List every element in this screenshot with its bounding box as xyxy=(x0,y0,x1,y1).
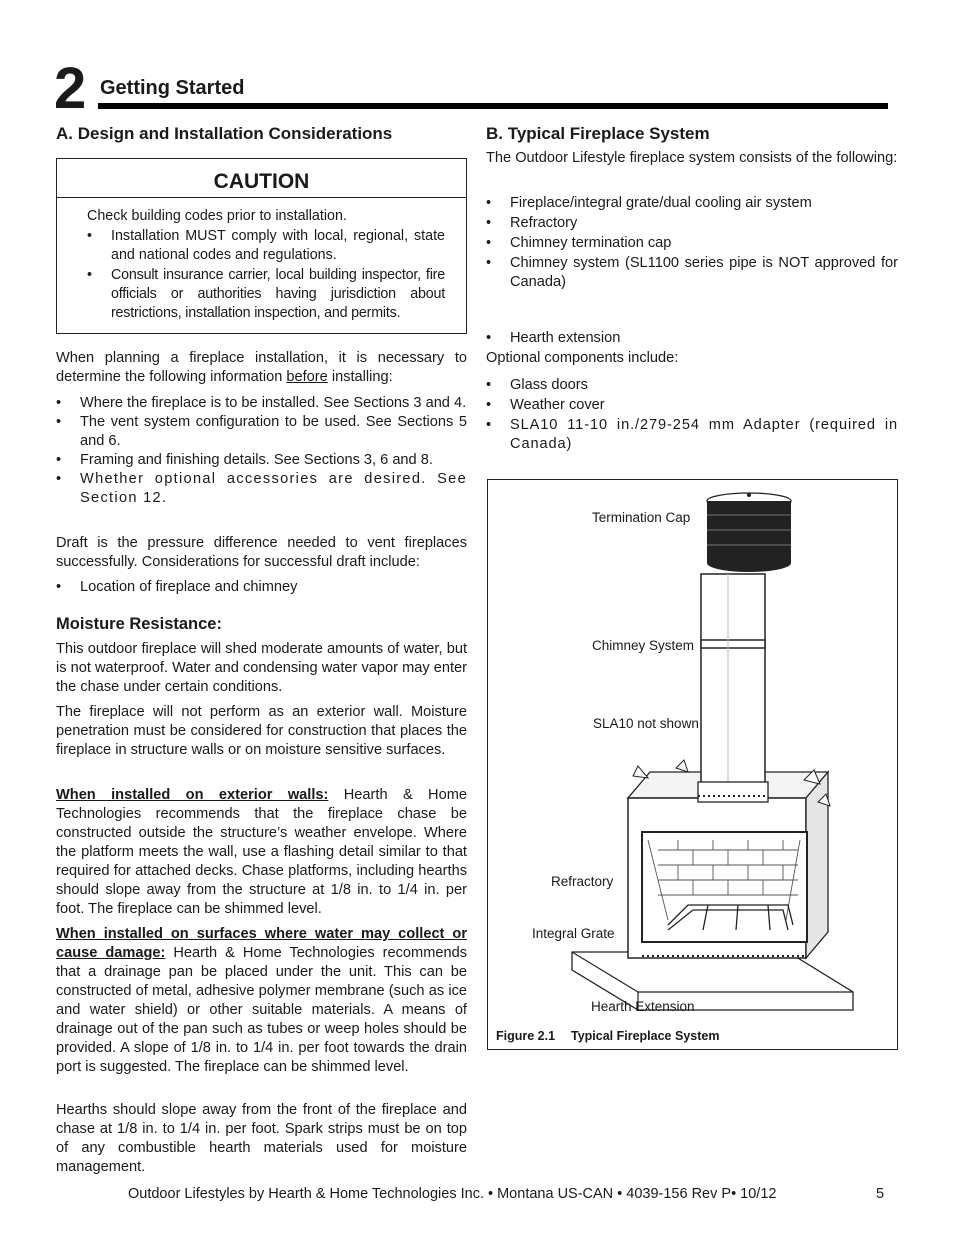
list-item: • Consult insurance carrier, local building inspector, fire officials or authorities having jurisdiction about restrictions, installation inspection, and permits. xyxy=(87,266,445,323)
list-item: • Chimney termination cap xyxy=(486,234,898,253)
draft-paragraph: Draft is the pressure difference needed to vent fireplaces successfully. Considerations for successful draft include: xyxy=(56,535,467,570)
list-item: • Installation MUST comply with local, regional, state and national codes and regulations. xyxy=(87,227,445,265)
list-item: • Framing and finishing details. See Sections 3, 6 and 8. xyxy=(56,451,467,470)
label-chimney-system: Chimney System xyxy=(592,638,695,653)
optional-intro: Optional components include: xyxy=(486,350,679,366)
label-refractory: Refractory xyxy=(551,874,614,889)
section-title: Getting Started xyxy=(100,77,245,99)
hearths-paragraph: Hearths should slope away from the front of the fireplace and chase at 1/8 in. to 1/4 in. per foot. Spark strips must be on top of any combustible hearth materials used for moisture management. xyxy=(56,1102,467,1175)
list-item: • Location of fireplace and chimney xyxy=(56,578,467,597)
caution-box xyxy=(56,158,467,334)
list-item: • Fireplace/integral grate/dual cooling air system xyxy=(486,194,898,213)
figure-caption-number: Figure 2.1 xyxy=(496,1029,556,1043)
figure-caption-title: Typical Fireplace System xyxy=(571,1029,720,1043)
planning-list xyxy=(56,394,467,508)
label-hearth-extension: Hearth Extension xyxy=(591,999,695,1014)
section-rule xyxy=(98,103,888,109)
surfaces-paragraph: When installed on surfaces where water may collect or cause damage: Hearth & Home Technologies recommends that a drainage pan be placed under the unit. This can be constructed of metal, adhesive polymer membrane (such as ice and water shield) or other suitable materials. A means of drainage out of the pan such as tubes or weep holes should be provided. A slope of 1/8 in. to 1/4 in. per foot towards the drain port is suggested. The fireplace can be shimmed level. xyxy=(56,926,467,1075)
label-sla10: SLA10 not shown xyxy=(593,716,699,731)
moisture-paragraph-1: This outdoor fireplace will shed moderate amounts of water, but is not waterproof. Water and condensing water vapor may enter the chase under certain conditions. xyxy=(56,641,467,695)
draft-list xyxy=(56,578,467,597)
figure-box xyxy=(487,479,898,1050)
list-item: • Hearth extension xyxy=(486,329,898,348)
caution-intro: Check building codes prior to installation. xyxy=(87,208,347,224)
list-item: • Weather cover xyxy=(486,396,898,415)
list-item: • Where the fireplace is to be installed. See Sections 3 and 4. xyxy=(56,394,467,413)
heading-typical-system: B. Typical Fireplace System xyxy=(486,124,710,143)
optional-list xyxy=(486,376,898,454)
system-intro: The Outdoor Lifestyle fireplace system consists of the following: xyxy=(486,150,898,166)
system-list xyxy=(486,194,898,292)
fireplace-illustration xyxy=(488,480,897,1049)
list-item: • Refractory xyxy=(486,214,898,233)
list-item: • Glass doors xyxy=(486,376,898,395)
caution-title: CAUTION xyxy=(57,159,466,198)
heading-design-installation: A. Design and Installation Considerations xyxy=(56,124,393,143)
list-item: • The vent system configuration to be used. See Sections 5 and 6. xyxy=(56,413,467,451)
caution-list xyxy=(87,227,445,323)
list-item: • Whether optional accessories are desired. See Section 12. xyxy=(56,470,467,508)
page-number: 5 xyxy=(876,1186,885,1202)
planning-paragraph: When planning a fireplace installation, it is necessary to determine the following information before installing: xyxy=(56,350,467,385)
section-number: 2 xyxy=(54,56,87,121)
label-termination-cap: Termination Cap xyxy=(592,510,691,525)
list-item: • Chimney system (SL1100 series pipe is NOT approved for Canada) xyxy=(486,254,898,292)
moisture-paragraph-2: The fireplace will not perform as an exterior wall. Moisture penetration must be considered for construction that places the fireplace in structure walls or on moisture sensitive surfaces. xyxy=(56,704,467,758)
hearth-list xyxy=(486,329,898,348)
exterior-walls-paragraph: When installed on exterior walls: Hearth & Home Technologies recommends that the fireplace chase be constructed outside the structure’s weather envelope. Where the platform meets the wall, use a flashing detail similar to that required for attached decks. Chase platforms, including hearths should slope away from the structure at 1/8 in. to 1/4 in. per foot. The fireplace can be shimmed level. xyxy=(56,787,467,917)
label-integral-grate: Integral Grate xyxy=(532,926,615,941)
heading-moisture: Moisture Resistance: xyxy=(56,615,222,633)
list-item: • SLA10 11-10 in./279-254 mm Adapter (required in Canada) xyxy=(486,416,898,454)
footer-text: Outdoor Lifestyles by Hearth & Home Technologies Inc. • Montana US-CAN • 4039-156 Rev P• 10/12 xyxy=(128,1186,777,1202)
